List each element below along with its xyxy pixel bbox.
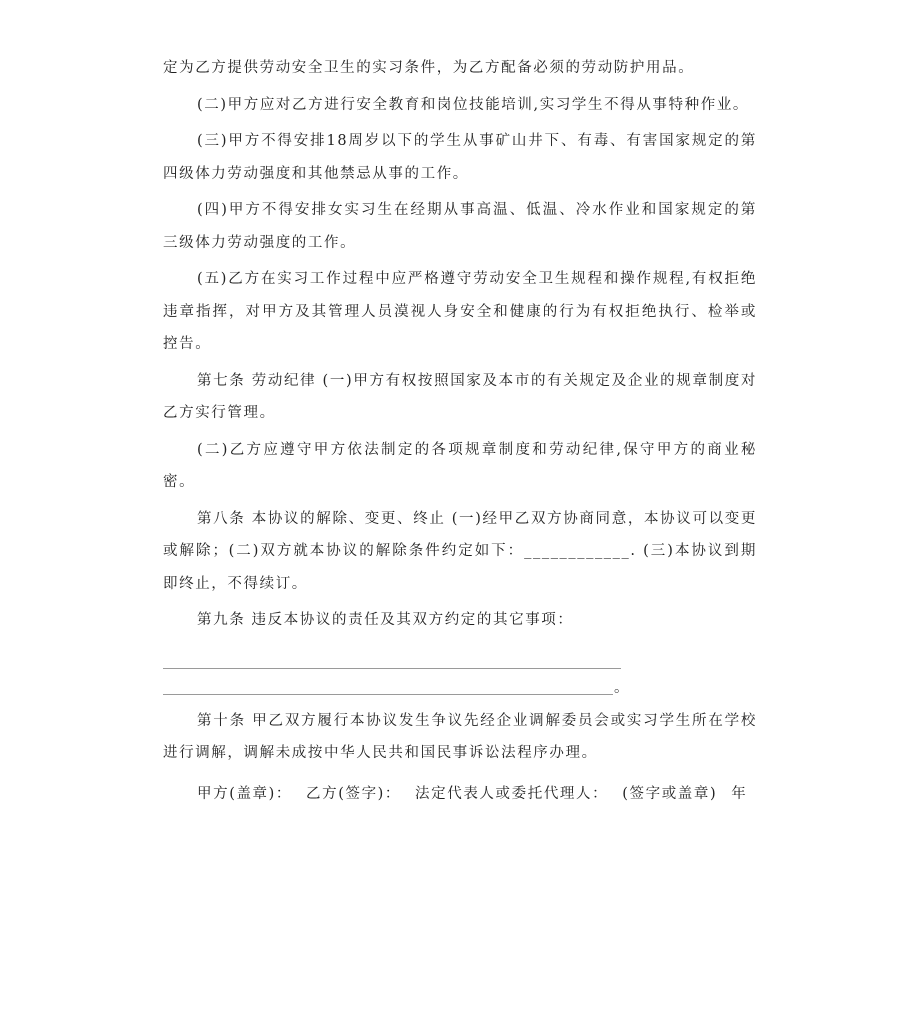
- sign-or-seal-label: (签字或盖章): [622, 785, 718, 802]
- paragraph-female-interns: (四)甲方不得安排女实习生在经期从事高温、低温、冷水作业和国家规定的第三级体力劳动强度的工作。: [163, 202, 757, 251]
- paragraph-minor-workers: (三)甲方不得安排18周岁以下的学生从事矿山井下、有毒、有害国家规定的第四级体力劳动强度和其他禁忌从事的工作。: [163, 133, 757, 182]
- fill-in-blank-line: [163, 669, 613, 695]
- document-page: [163, 52, 757, 810]
- paragraph-discipline: (二)乙方应遵守甲方依法制定的各项规章制度和劳动纪律,保守甲方的商业秘密。: [163, 441, 757, 490]
- year-label: 年: [731, 785, 748, 802]
- paragraph-article-nine: 第九条 违反本协议的责任及其双方约定的其它事项：: [197, 612, 574, 628]
- paragraph-safety-training: (二)甲方应对乙方进行安全教育和岗位技能培训,实习学生不得从事特种作业。: [197, 96, 750, 113]
- blank-end-mark: 。: [614, 679, 629, 696]
- representative-label: 法定代表人或委托代理人：: [415, 785, 609, 802]
- signature-line: [163, 778, 757, 810]
- paragraph-article-seven: 第七条 劳动纪律 (一)甲方有权按照国家及本市的有关规定及企业的规章制度对乙方实行管理。: [163, 372, 757, 421]
- paragraph-safety-rules: (五)乙方在实习工作过程中应严格遵守劳动安全卫生规程和操作规程,有权拒绝违章指挥，对甲方及其管理人员漠视人身安全和健康的行为有权拒绝执行、检举或控告。: [163, 271, 757, 352]
- fill-in-blank-row: [163, 669, 757, 699]
- paragraph-continuation: 定为乙方提供劳动安全卫生的实习条件，为乙方配备必须的劳动防护用品。: [163, 60, 695, 76]
- paragraph-article-eight: 第八条 本协议的解除、变更、终止 (一)经甲乙双方协商同意，本协议可以变更或解除；(二)双方就本协议的解除条件约定如下：____________. (三)本协议到期即终止，不得续订。: [163, 510, 757, 592]
- fill-in-blank-line: [163, 643, 621, 669]
- paragraph-article-ten: 第十条 甲乙双方履行本协议发生争议先经企业调解委员会或实习学生所在学校进行调解，调解未成按中华人民共和国民事诉讼法程序办理。: [163, 712, 757, 761]
- party-b-label: 乙方(签字)：: [306, 785, 402, 802]
- party-a-label: 甲方(盖章)：: [197, 785, 293, 802]
